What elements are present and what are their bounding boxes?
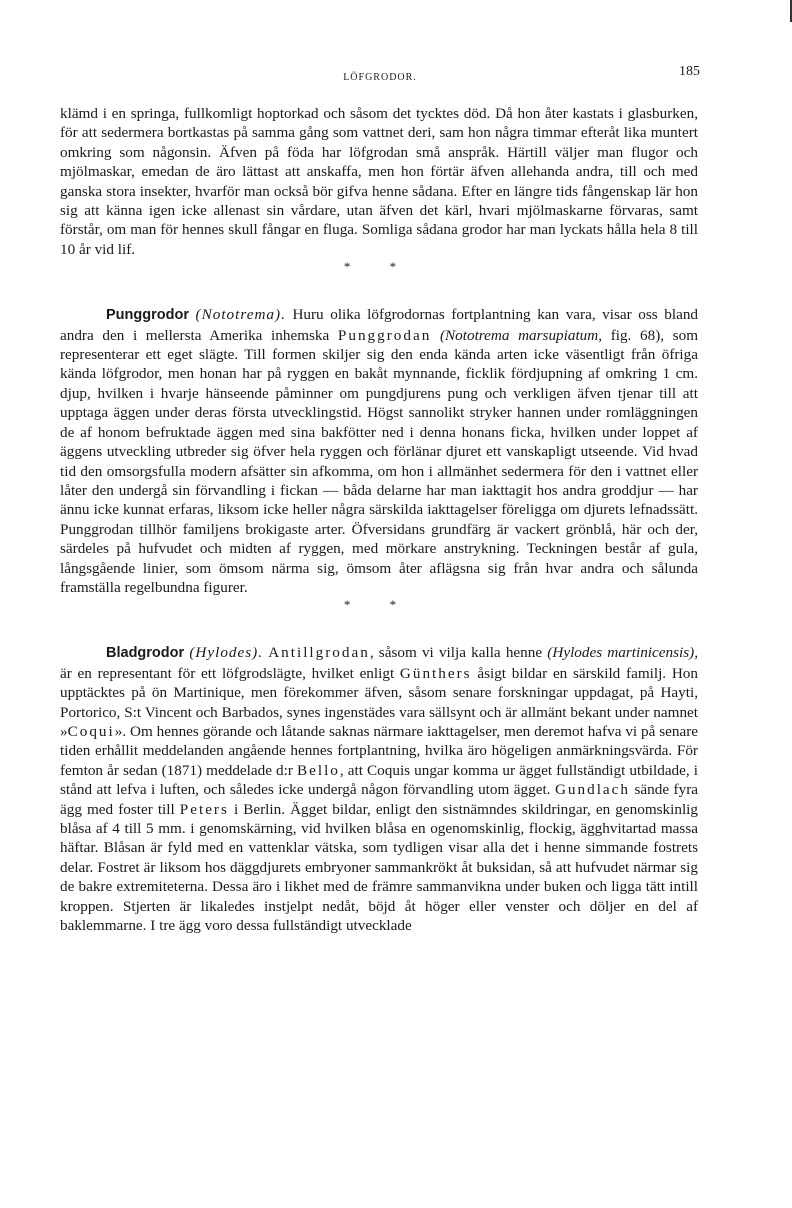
text-run: ». Om hennes görande och låtande saknas närmare iakttagelser, men deremot hafva vi på senare tiden erhållit meddelanden angående hennes fortplantning, hvilka äro högeligen anmärkningsvärda. För femton år sedan (1871) meddelade d:r xyxy=(60,722,698,779)
spaced-name-gunthers: Günthers xyxy=(399,664,472,682)
spaced-name-punggrodan: Punggrodan xyxy=(337,326,432,344)
section-heading-bladgrodor: Bladgrodor xyxy=(106,645,185,662)
paragraph-bladgrodor xyxy=(60,643,698,935)
text-run: är en representant för ett löfgrodslägte, hvilket enligt xyxy=(60,664,400,682)
text-run: sände fyra ägg med foster till xyxy=(60,781,699,818)
text-run: i Berlin. Ägget bildar, enligt den sistnämndes skildringar, en genomskinlig blåsa af 4 till 5 mm. i genomskärning, vid hvilken blåsa en ogenomskinlig, flockig, ägghvitartad massa häftar. Blåsan är fyld med en vattenklar vätska, som tydligen visar alla det i henne simmande fostrets delar. Fostret är liksom hos däggdjurets embryoner sammankrökt åt buksidan, så att hufvudet närmar sig de bakre extremiteterna. Dessa äro i likhet med de främre sammanvikna under buken och ligga tätt intill kroppen. Stjerten är likaledes instjelpt nedåt, böjd åt höger eller venster och döljer en del af baklemmarne. I tre ägg voro dessa fullständigt utvecklade xyxy=(60,800,698,935)
section-heading-punggrodor: Punggrodor xyxy=(106,307,189,324)
spaced-name-peters: Peters xyxy=(179,800,229,818)
section-separator: * * xyxy=(343,597,415,613)
paragraph-frog-care: klämd i en springa, fullkomligt hoptorkad och såsom det tycktes död. Då hon åter kastats i glasburken, för att sedermera bortkastas på samma gång som vattnet deri, sam hon några timmar efteråt lika muntert omkring som någonsin. Äfven på föda har löfgrodan små anspråk. Härtill väljer man flugor och mjölmaskar, emedan de äro lättast att anskaffa, men hon förtär äfven allehanda andra, till och med ganska stora insekter, hvarför man också bör gifva henne sådana. Efter en längre tids fångenskap lär hon sig att känna igen icke allenast sin vårdare, utan äfven det kärl, hvari mjölmaskarne förvaras, samt förstår, om man för hennes skull fångar en fluga. Somliga sådana grodor har man lyckats hålla hela 8 till 10 år vid lif. xyxy=(60,105,698,258)
species-name-nototrema-marsupiatum: (Nototrema marsupiatum, xyxy=(439,326,603,344)
spaced-name-gundlach: Gundlach xyxy=(554,781,630,799)
text-run: åsigt bildar en särskild familj. Hon upptäcktes på ön Martinique, men förekommer äfven, såsom senare forskningar uppdagat, på Hayti, Portorico, S:t Vincent och Barbados, synes ingenstädes vara sällsynt och är allmänt bekant under namnet » xyxy=(60,664,698,740)
text-run: Huru olika löfgrodornas fortplantning kan vara, visar oss bland andra den i mellersta Amerika inhemska xyxy=(60,306,699,344)
spaced-name-antillgrodan: Antillgrodan xyxy=(268,644,370,662)
latin-genus-nototrema: (Nototrema). xyxy=(195,306,286,324)
latin-genus-hylodes: (Hylodes). xyxy=(189,644,264,662)
text-run xyxy=(431,327,440,344)
spaced-name-bello: Bello xyxy=(297,761,340,779)
spaced-name-coqui: Coqui xyxy=(67,722,115,740)
text-run: , såsom vi vilja kalla henne xyxy=(369,644,548,662)
page-header xyxy=(60,64,700,86)
running-title: LÖFGRODOR. xyxy=(343,72,417,83)
page-number: 185 xyxy=(679,64,700,79)
text-run: fig. 68), som representerar ett eget slägte. Till formen skiljer sig den enda kända arten icke väsentligt från öfriga kända löfgrodor, men honan har på ryggen en bakåt mynnande, ficklik fördjupning af omkring 1 cm. djup, hvilken i hvarje hänseende påminner om pungdjurens pung och verkligen äfven tjenar till att upptaga äggen under deras första utvecklingstid. Högst sannolikt stryker hannen under romläggningen de af honom befruktade äggen med sina bakfötter ned i denna honans ficka, hvilken under loppet af äggens utveckling utbreder sig öfver hela ryggen och förlänar djuret ett vanskapligt utseende. Vid hvad tid den omsorgsfulla modern afsätter sin afkomma, om hon i allmänhet sedermera för den i vattnet eller låter den undergå sin förvandling i fickan — båda delarne har man iakttagit hos andra groddjur — har ännu icke kunnat erfaras, liksom icke heller några särskilda iakttagelser föreligga om djurets lefnadssätt. Punggrodan tillhör familjens brokigaste arter. Öfversidans grundfärg är vackert grönblå, här och der, särdeles på hufvudet och midten af ryggen, med mörkare anstrykning. Teckningen består af gula, långsgående linier, som ömsom närma sig, ömsom åter aflägsna sig från hvar andra och sålunda framställa regelbundna figurer. xyxy=(60,326,699,596)
species-name-hylodes-martinicensis: (Hylodes martinicensis), xyxy=(547,644,699,662)
text-run: , att Coquis ungar komma ur ägget fullständigt utbildade, i stånd att lefva i luften, och således icke undergå någon förvandling utom ägget. xyxy=(60,761,698,799)
section-separator: * * xyxy=(343,259,415,275)
body-text xyxy=(60,104,698,935)
paragraph-punggrodor xyxy=(60,305,698,597)
